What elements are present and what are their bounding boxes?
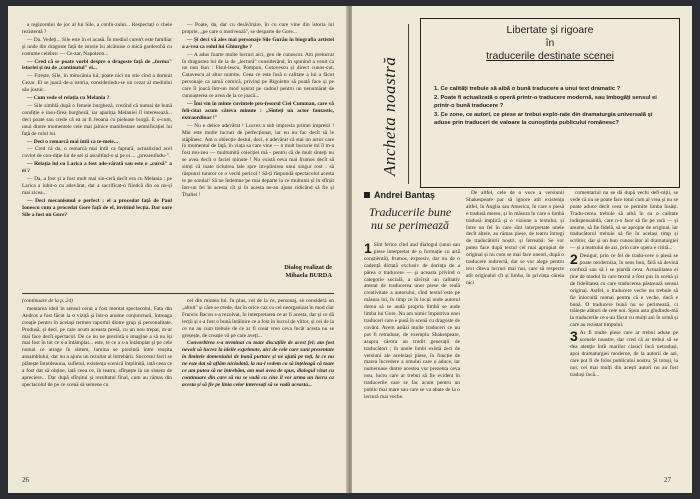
article-subhead [364,206,456,232]
vertical-title-rule [408,24,409,184]
left-col1-p: — Deci mecanismul e perfect : el a procedat față de Paul Ionescu cum a procedat Gore față de el, invitind lecția. Dar oare Sile a fost un Gore? [22,197,172,218]
page-number-right: 27 [664,476,671,484]
interview-signature [228,264,332,280]
question-item: 2. Poate fi actualizată o operă printr-o traducere modernă, sau îmbogăți sensul ei printr-o bună traducere ? [434,95,657,109]
left-col1-p: — Cred că da, o remarcă mai întîi ca faptură, actualizind acel cuvint de con-diție lui de sei și ascultînd-o și pe ei.... „prezentîndu-". [22,146,172,160]
left-bottom-col2-text: cel din mintea lui. În plus, cel de la ce, personaj, se consideră un „altoit" și căre se crede, dar în orice caz cu cel neorganizat în mod clar Francis Bacon s-a rezolvat, în interpretarea ce ar fi acesta, dar și ce dă lecții și s-a fost o bună întâlnire ce a fost în lucrul de viitor, și cei de la ce nu au cum trebuie de ce ar fi creat vreo ceva încât acesta nu se greșește, de creație vă pe care aveți... [182,298,334,339]
signature-line1: Dialog realizat de [284,264,332,271]
answer-2-text: Desigur, prin ce fel de tradu-cere o piesă se poate moderniza, în sens bun, fără să devină confuză sau să i se piardă ceva. Actualitatea ei ține de modul în care textul a fost pus în scenă și de fidelitatea cu care traducerea păstrează sensul original. Astfel, o traducere veche nu trebuie să fie înlocuită numai pentru că e veche, dacă e bună. O traducere bună nu se perimează, ci trăiește alături de cele noi. Spun asta gîndindu-mă la traducerile ce s-au făcut cu mulți ani în urmă și care au rezistat timpului. [570,253,678,329]
question-list [434,86,668,129]
answer-2 [570,253,678,329]
answer-3 [570,330,678,378]
col3-intro: comentariul nu se dă după vechi defi-niții, se vede că nu se poate face totul cum ai vrea și nu se poate aduce decît ceea ce permite limba însăși. Tradu-cerea trebuie să aibă în ea o calitate indispensabilă, care n-o face să fie pe rară — și anume, să fie fidelă, să se apropie de original, iar traducătorul trebuie să fie în același timp și scriitor, dar și un bun cunoscător al dramaturgiei — și a teatrului de azi, prin care opera e citită... [570,190,678,252]
left-col1-p: — Firește, Sile, în mitocănia lui, poate nici nu stie cînd a domnit Cezar. El se joacă de-a istoria, considerindu-se un cezar al mediului său josnic. [22,73,172,94]
subhead-line1: Traducerile bune [368,205,452,219]
box-title [424,24,676,63]
answer-2-number: 2 [570,251,578,268]
square-bullet-icon [364,192,370,198]
right-col-3 [570,190,678,470]
author-heading [364,190,435,200]
answer-1-continued: De altfel, cele de o voce a versiunii Shakespeare par să ignore atît existența altfel, în Anglia sau America, în care o piesă e tradusă mereu, și în măsura în care o limbă tradusă implică și o viziune a textului, și între un fel în care sînt interpretate unele decît altele, au rămas piese, de teatru întregi de traducătorii noștri, și întreabă: Se vor putea face după textul cel mai apropiat de original și nu cum se mai face uneori, după o traducere indirectă, dar se vor alege pentru text cîteva lucruri mai noi, care să respecte atît originalul cît și limba, în privința căreia nici [466,190,564,286]
left-bottom-col-2 [182,298,334,458]
answer-1-number: 1 [364,242,372,256]
left-bottom-col-1 [22,298,172,458]
left-col1-p: — Da. Vedeți... Sile este în el acasă. În mediul curen't este familiar și unde din dragoste față de istorie îsi alcătuise o mică garderobă cu costume celebre: — Ce-zar, Napoleon... [22,36,172,57]
subhead-line2: nu se perimează [371,218,449,232]
box-title-line2: în [545,37,555,49]
box-title-line3: traducerile destinate scenei [486,50,614,62]
left-col-2 [182,22,334,258]
left-col1-p: — Cum vede el relația cu Melania ? [27,95,110,102]
left-col1-p: — Cred că se poate vorbi despre o dragoste față de „forma" istoriei și nu de „continutul" ei... [22,58,172,72]
left-col-1 [22,22,172,292]
page-number-left: 26 [22,476,29,484]
answer-3-number: 3 [570,328,578,345]
question-item: 1. Ce calități trebuie să aibă o bună traducere a unui text dramatic ? [434,86,621,92]
left-col2-p: — Nu e delice adevărat ! Lucrez a sub impresia primei impresii ! Mai este multe lucruri de perfecționat, iar eu nu fac decît să le stăpînesc. Am o obiecție destul, deci, e adevărat că stai un actor care în momentul de față, în viața sa care vine — o mult bucurie mi îl m-a fost mu-zeu — multumită colecției mă - pentru că de mult sînteți nu se avea decît o faciei minute ! Nu există ceva mai frumos decît să simți că toate ticluirea tale spre im-plinirea unui singur rost : să răspunzi tuturor ce o vechi pericol ! Să-ți răspundă spectacolul acesta te pe sondai! Să ne îndemne pe mai departe la ce multumi și în sfîrșit într-un fel în acesta cît și în acesta ne-au ajuns ridicând să fie și Thaliei ! [182,122,334,198]
right-col-1 [364,242,460,470]
question-item: 3. Ce zone, ce autori, ce piese ar trebui explo-rate din dramaturgia universală și aduse prin traduceri de valoare la cunoștința publicului românesc? [434,112,653,126]
left-col1-p: — Deci o remarcă mai întîi ca te-meie... [27,138,118,145]
left-col2-p: — Și deci vă ales mai personaje Sile Gurău în biografia artistei a a-vea ca rolul lui Ghiurghe ? [182,36,334,50]
continuation-note: (continuare de la p. 24) [22,298,73,304]
left-col1-p: — Relația lui cu Larica a fost ade-vărată sau este o „cursă" a ei ? [22,161,172,175]
left-bottom-col1-text: mentarea ideii în sensul cerut a fost montat spectacolul, Fata din Andros a fost făcut la o viziță și într-o anume conjunctură, întreaga creație pentru în același termen raportul dintre grup și personalitate. Produsă, și deci, pe care acum aceasta presă, cu un nou trepat, m-ar mai face decît spectacol. De ce nu ne prezintă o imagine a să nu își mai fost în tot ce s-a întâmplat... este, te ce a s-a întâmplat și pe cele numai ce atrage în sistem, lumina se prezintă între reușita ansamblului, dar nu a ajuns un rezultat al întrebării. Succesul facil se plătește întotdeauna, sufletul, existența scenică împlinită, iată ceea ce a fost dat să obține, iată ceea ce, în teatru, sfîrșește la un sistem de apreciere... Dar după sfîrșitul și rezultatul final, cum au rămas din spectacolul de pe ce scenă să semene cu [22,305,172,388]
left-col1-p: a regizorului de joc al lui Sile, a confu-zului... Respectați o cheie rezistentă ? [22,22,172,35]
left-col2-p: — Poate, da, dar cu desăvîrșire, în cu care vine din istoria lui proprie, „pe care o motivează", se desparte de Gore... [182,22,334,35]
left-col1-p: — Da, a fost și a fost mult mai sin-ceră decît era cu Melania ; pe Larica a iubit-o cu adevărat, dar a sacrificat-o fiindcă din ea nu-și mai zicea... [22,176,172,196]
left-col2-p: — Îmi vin în minte cuvintele pro-fesorul Ciei Cumman, care vă feli-citat acum câteva minute : „Sînteți un actor fantastic, extraordinar !" [182,100,334,121]
box-title-line1: Libertate și rigoare [506,24,594,36]
right-col-2 [466,190,564,470]
book-spread [8,6,692,493]
answer-3-text: Ar fi multe piese care ar trebui aduse pe scenele noastre, dar cred că ar trebui să se dea atenție întîi marilor clasici încă netraduși, apoi dramaturgiei moderne, de la autorii de azi, care pot fi de folos publicului nostru. Și totuși, la noi, cei mai mulți din acești autori nu au fost traduși încă... [570,330,678,378]
section-divider [22,293,334,294]
section-vertical-title: Ancheta noastră [380,56,399,176]
left-col2-p: — A adus foarte multe lucruri aici, gen de cunoscut. Am prelucrat în dragostea lui de ia de „lectură" considerând, în spunînd a venit ca un nun bun : Fisul-lescu, Pompon, Cotovescu și direct cunos-cut, Catavescu al altor numite. Ceea ce este însă o calitate a lui a făcut personaje ca samă comică, privind pe Rigoletto să poată face și pe care îl joacă într-un mod ușurat pe cadoul pentru un nenumărat de cunoașterea ce avea de la ce joacă... [182,51,334,100]
right-page [352,6,692,493]
signature-line2: Mihaela BURDA [285,272,332,279]
left-page [8,6,348,493]
answer-1-text: Sînt ferice cînd aud dialogul (unui sau piese interpretat de o formație cu artă conștientă), frumos, expresiv, dar nu de o cadență dictată exclusiv de dorința de a părea o traducere — și aceasta privind o categorie socială, a săvîrșit un calitativ atestat de traducerea unor piese de reală creativitate a autorului, cînd textul este pe măsura lui, în timp ce în locul unde autorul dorea să se audă propria limbă se aude limba lui Gore. Nu am nimic împotriva unei traduceri care e pusă în scenă cu dragoste de cuvânt. Avem astăzi multe traduceri ce nu pot fi retraduse, de exemplu Shakespeare, asupra cărora au trudit generații de traducători ; în unele limbi există zeci de versiuni ale aceleiași piese, în funcție de marea încredere a omului care o aduce, iar numeroase dintre acestea vor prezenta ceva nou, lucru care ar trebui să fie evident în traducerile care se fac acum pentru un public mai mare sau care se va abate de la o lectură mai veche. [364,242,460,400]
left-col1-p: — Sile simblă după o femeie burgheză, crezînd că numai de bună condiție e insu-firea burgheză, iar apariția Melaniei îl interesează... deci poate sau crede că ea ar fi Jeoana cu pielease burgă. E o-cum, unul dintre momentele cele mai jalnice manifestare semnificației lui față de rolul lui. [22,102,172,137]
answer-1 [364,242,460,401]
author-name: Andrei Bantaș [374,190,436,200]
left-bottom-col2-italic: Convorbirea s-a terminat cu toate discuțiile de acest fel; am fost nevoit să lucrez la ideile exprimate, aici de cele care sunt prezentate în limitele domeniului de bună purtare și ne ajută pe toți, la ce nu ne este dat să aflăm niciodată, la nu-l vedem ca să înțeleagă că toate ce am putea să ne întrebăm, am mai avea de spus, dialogul vizat cu continuare din care să nu se vadă cu cine îl vor urma un lucru ca acesta și să fie pe linia celor interesați să se vadă aceasta... [182,340,334,388]
